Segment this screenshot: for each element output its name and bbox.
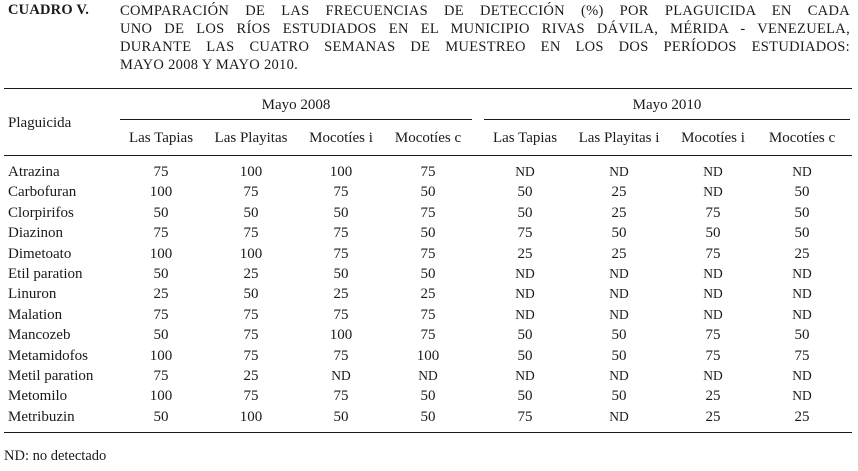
table-cell: 75: [420, 245, 436, 262]
column-header-2008: Mocotíes i: [309, 130, 373, 146]
column-header-2008: Mocotíes c: [394, 130, 462, 146]
table-cell: 100: [239, 164, 263, 180]
table-cell: 100: [239, 408, 263, 425]
table-cell: 75: [420, 327, 436, 344]
row-label: Malation: [8, 306, 63, 323]
table-cell: 75: [243, 388, 259, 405]
table-cell: ND: [609, 408, 629, 424]
table-cell: ND: [792, 368, 812, 383]
table-caption: [8, 2, 850, 78]
table-cell: 75: [705, 245, 721, 262]
table-cell: ND: [515, 368, 535, 383]
table-cell: 50: [420, 184, 436, 201]
top-rule: [4, 88, 852, 89]
row-label: Carbofuran: [8, 184, 77, 201]
table-cell: ND: [609, 368, 629, 383]
row-label: Clorpirifos: [8, 204, 74, 221]
table-cell: 25: [517, 245, 533, 262]
table-cell: 50: [517, 327, 533, 344]
table-cell: 50: [243, 204, 259, 221]
table-cell: 50: [794, 327, 810, 344]
footnote: ND: no detectado: [4, 448, 107, 464]
table-cell: 75: [153, 306, 169, 323]
table-cell: 75: [794, 347, 810, 364]
table-cell: 75: [153, 368, 169, 384]
table-cell: 100: [149, 184, 173, 201]
table-cell: ND: [609, 266, 629, 281]
table-cell: 50: [517, 204, 533, 221]
table-cell: 100: [149, 245, 173, 262]
table-cell: 75: [705, 204, 721, 221]
table-cell: ND: [515, 266, 535, 281]
table-cell: 50: [611, 327, 627, 344]
table-cell: 75: [333, 184, 349, 201]
table-cell: 25: [705, 388, 721, 405]
table-cell: 50: [420, 408, 436, 425]
table-cell: 50: [333, 266, 349, 282]
period-header-2008: Mayo 2008: [261, 97, 331, 113]
table-cell: 50: [333, 408, 349, 425]
table-cell: ND: [418, 368, 438, 383]
table-cell: ND: [703, 286, 723, 302]
table-cell: 50: [517, 347, 533, 364]
row-label: Dimetoato: [8, 245, 72, 262]
table-cell: ND: [792, 266, 812, 281]
table-cell: 50: [611, 225, 627, 242]
caption-line: MAYO 2008 Y MAYO 2010.: [120, 57, 299, 73]
table-cell: ND: [703, 266, 723, 281]
table-cell: 25: [243, 368, 259, 384]
table-cell: 25: [794, 245, 810, 262]
table-cell: 75: [153, 164, 169, 180]
table-cell: 50: [153, 266, 169, 282]
table-cell: 75: [333, 245, 349, 262]
bottom-rule: [4, 432, 852, 433]
table-cell: 50: [420, 388, 436, 405]
row-label: Linuron: [8, 286, 57, 303]
table-cell: 25: [611, 204, 627, 221]
table-cell: 100: [329, 164, 353, 180]
row-header: Plaguicida: [8, 115, 72, 131]
table-cell: 50: [153, 408, 169, 425]
table-cell: ND: [703, 306, 723, 322]
table-cell: 50: [517, 388, 533, 405]
table-cell: 50: [420, 225, 436, 242]
row-label: Atrazina: [8, 164, 60, 180]
table-cell: 75: [333, 388, 349, 405]
table-cell: ND: [792, 306, 812, 322]
table-cell: 75: [243, 306, 259, 323]
column-header-2008: Las Tapias: [128, 130, 194, 146]
header-rule: [4, 155, 852, 156]
table-cell: 75: [420, 306, 436, 323]
row-label: Metamidofos: [8, 347, 88, 364]
table-cell: 75: [705, 327, 721, 344]
table-cell: 25: [611, 245, 627, 262]
column-header-2010: Mocotíes c: [768, 130, 836, 146]
table-cell: 25: [153, 286, 169, 303]
table-cell: ND: [609, 164, 629, 179]
period-header-2010: Mayo 2010: [632, 97, 702, 113]
table-cell: ND: [792, 388, 812, 404]
table-cell: 50: [153, 327, 169, 344]
table-cell: 75: [333, 225, 349, 242]
table-cell: ND: [515, 306, 535, 322]
table-cell: 100: [149, 388, 173, 405]
table-cell: 50: [420, 266, 436, 282]
table-cell: 75: [705, 347, 721, 364]
caption-line: UNO DE LOS RÍOS ESTUDIADOS EN EL MUNICIPIO RIVAS DÁVILA, MÉRIDA - VENEZUELA,: [120, 21, 850, 37]
table-cell: 50: [611, 388, 627, 405]
table-cell: 25: [611, 184, 627, 201]
column-header-2010: Mocotíes i: [681, 130, 745, 146]
table-cell: 75: [517, 408, 533, 425]
table-cell: 75: [420, 164, 436, 180]
table-cell: 50: [153, 204, 169, 221]
table-cell: ND: [515, 164, 535, 179]
table-cell: 50: [794, 204, 810, 221]
table-cell: 50: [611, 347, 627, 364]
table-cell: 75: [333, 347, 349, 364]
table-cell: 100: [416, 347, 440, 364]
table-cell: 50: [517, 184, 533, 201]
table-cell: 75: [243, 347, 259, 364]
table-cell: 100: [239, 245, 263, 262]
caption-line: DURANTE LAS CUATRO SEMANAS DE MUESTREO EN LOS DOS PERÍODOS ESTUDIADOS:: [120, 39, 850, 55]
table-cell: 50: [333, 204, 349, 221]
caption-label: CUADRO V.: [8, 2, 90, 18]
table-cell: 25: [243, 266, 259, 282]
table-cell: 75: [243, 184, 259, 201]
table-cell: 50: [794, 184, 810, 201]
row-label: Metil paration: [8, 368, 94, 384]
table-cell: 50: [794, 225, 810, 242]
column-header-2010: Las Tapias: [492, 130, 558, 146]
row-label: Etil paration: [8, 266, 83, 282]
table-cell: ND: [515, 286, 535, 302]
table-cell: ND: [609, 286, 629, 302]
table-cell: 75: [517, 225, 533, 242]
row-label: Diazinon: [8, 225, 63, 242]
period-rule-2010: [484, 119, 850, 120]
table-cell: 50: [243, 286, 259, 303]
table-cell: ND: [792, 286, 812, 302]
table-cell: ND: [703, 184, 723, 200]
table-cell: 100: [149, 347, 173, 364]
table-cell: 25: [333, 286, 349, 303]
table-cell: ND: [703, 164, 723, 179]
column-header-2010: Las Playitas i: [578, 130, 660, 146]
caption-text: [120, 2, 850, 74]
table-cell: 75: [420, 204, 436, 221]
table-cell: 25: [420, 286, 436, 303]
table-cell: ND: [703, 368, 723, 383]
table-cell: 75: [243, 327, 259, 344]
table-cell: 100: [329, 327, 353, 344]
table-cell: ND: [792, 164, 812, 179]
table-cell: ND: [609, 306, 629, 322]
table-cell: ND: [331, 368, 351, 383]
caption-line: COMPARACIÓN DE LAS FRECUENCIAS DE DETECCIÓN (%) POR PLAGUICIDA EN CADA: [120, 3, 850, 19]
table-cell: 75: [243, 225, 259, 242]
period-rule-2008: [120, 119, 472, 120]
column-header-2008: Las Playitas: [214, 130, 288, 146]
table-cell: 25: [794, 408, 810, 425]
table-cell: 25: [705, 408, 721, 425]
table-cell: 75: [153, 225, 169, 242]
row-label: Metribuzin: [8, 408, 75, 425]
row-label: Mancozeb: [8, 327, 71, 344]
table-cell: 75: [333, 306, 349, 323]
table-cell: 50: [705, 225, 721, 242]
row-label: Metomilo: [8, 388, 68, 405]
